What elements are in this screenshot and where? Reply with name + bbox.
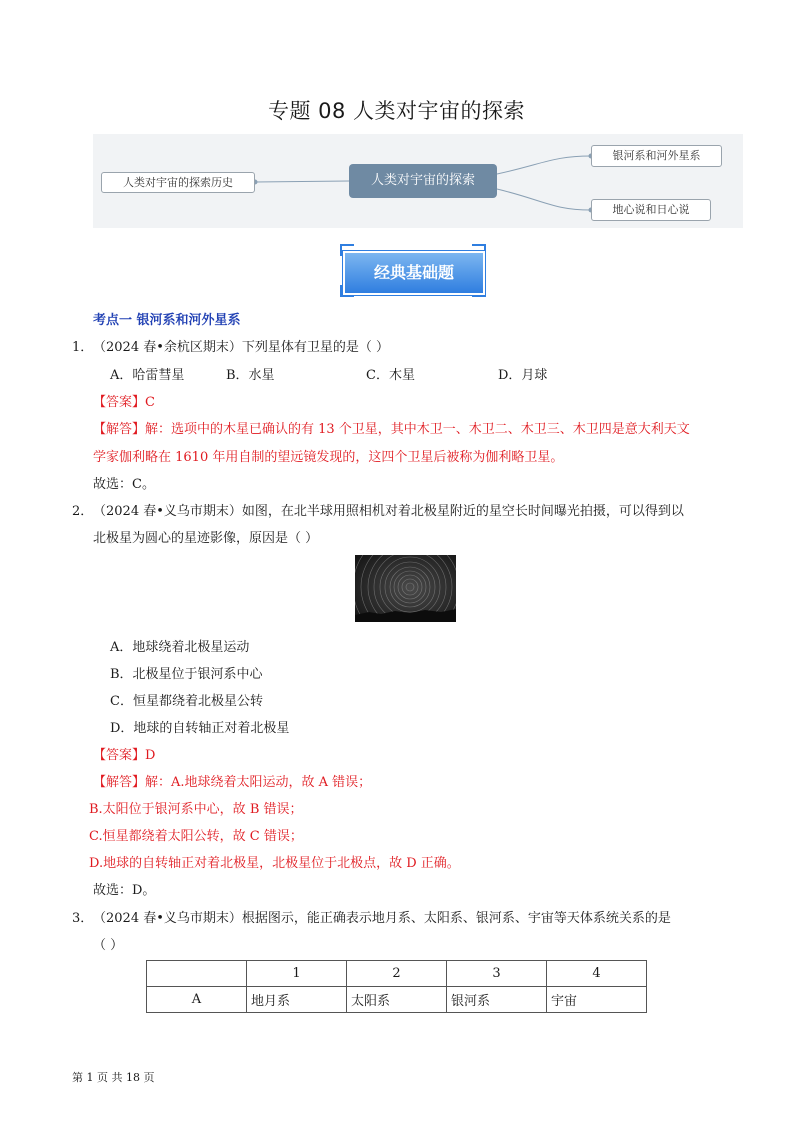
mindmap	[93, 134, 743, 228]
mindmap-node-galaxy: 银河系和河外星系	[591, 145, 722, 167]
page-footer: 第 1 页 共 18 页	[72, 1071, 155, 1084]
option-d: D．月球	[498, 368, 548, 383]
table-cell: 宇宙	[546, 987, 646, 1013]
mindmap-node-history: 人类对宇宙的探索历史	[101, 172, 255, 193]
options-table	[146, 960, 647, 1013]
section-badge	[340, 244, 486, 297]
question-number: 3．	[72, 911, 94, 926]
question-stem: 北极星为圆心的星迹影像，原因是（ ）	[93, 531, 319, 546]
analysis-line: B.太阳位于银河系中心，故 B 错误；	[89, 802, 303, 817]
question-stem: （2024 春•义乌市期末）根据图示，能正确表示地月系、太阳系、银河系、宇宙等天体系统关系的是	[93, 911, 671, 926]
question-number: 2．	[72, 504, 94, 519]
table-cell: 太阳系	[346, 987, 446, 1013]
table-cell	[147, 961, 247, 987]
question-stem: （ ）	[93, 938, 124, 953]
option-a: A．哈雷彗星	[110, 368, 185, 383]
table-cell: 地月系	[246, 987, 346, 1013]
option-c: C．恒星都绕着北极星公转	[110, 694, 263, 709]
conclusion: 故选：D。	[93, 883, 156, 898]
table-cell: 2	[346, 961, 446, 987]
question-stem: （2024 春•余杭区期末）下列星体有卫星的是（ ）	[93, 340, 390, 355]
table-cell: 1	[246, 961, 346, 987]
badge-label: 经典基础题	[343, 251, 485, 295]
section-heading: 考点一 银河系和河外星系	[93, 313, 241, 328]
mindmap-node-center: 人类对宇宙的探索	[349, 164, 497, 198]
conclusion: 故选：C。	[93, 477, 155, 492]
answer: 【答案】D	[93, 748, 156, 763]
page-title: 专题 08 人类对宇宙的探索	[267, 99, 526, 123]
table-cell: 3	[446, 961, 546, 987]
table-cell: A	[147, 987, 247, 1013]
answer: 【答案】C	[93, 395, 155, 410]
option-b: B．水星	[226, 368, 275, 383]
question-stem: （2024 春•义乌市期末）如图，在北半球用照相机对着北极星附近的星空长时间曝光拍摄，可以得到以	[93, 504, 684, 519]
analysis-line: 【解答】解：A.地球绕着太阳运动，故 A 错误；	[93, 775, 372, 790]
option-c: C．木星	[366, 368, 415, 383]
mindmap-node-geocentric: 地心说和日心说	[591, 199, 711, 221]
table-header-row	[147, 961, 647, 987]
table-row	[147, 987, 647, 1013]
star-trail-photo	[355, 555, 456, 622]
analysis-line: 【解答】解：选项中的木星已确认的有 13 个卫星，其中木卫一、木卫二、木卫三、木卫四是意大利天文	[93, 422, 690, 437]
question-number: 1．	[72, 340, 94, 355]
analysis-line: 学家伽利略在 1610 年用自制的望远镜发现的，这四个卫星后被称为伽利略卫星。	[93, 450, 564, 465]
option-b: B．北极星位于银河系中心	[110, 667, 263, 682]
table-cell: 4	[546, 961, 646, 987]
analysis-line: D.地球的自转轴正对着北极星，北极星位于北极点，故 D 正确。	[89, 856, 460, 871]
option-d: D．地球的自转轴正对着北极星	[110, 721, 290, 736]
option-a: A．地球绕着北极星运动	[110, 640, 250, 655]
table-cell: 银河系	[446, 987, 546, 1013]
analysis-line: C.恒星都绕着太阳公转，故 C 错误；	[89, 829, 303, 844]
